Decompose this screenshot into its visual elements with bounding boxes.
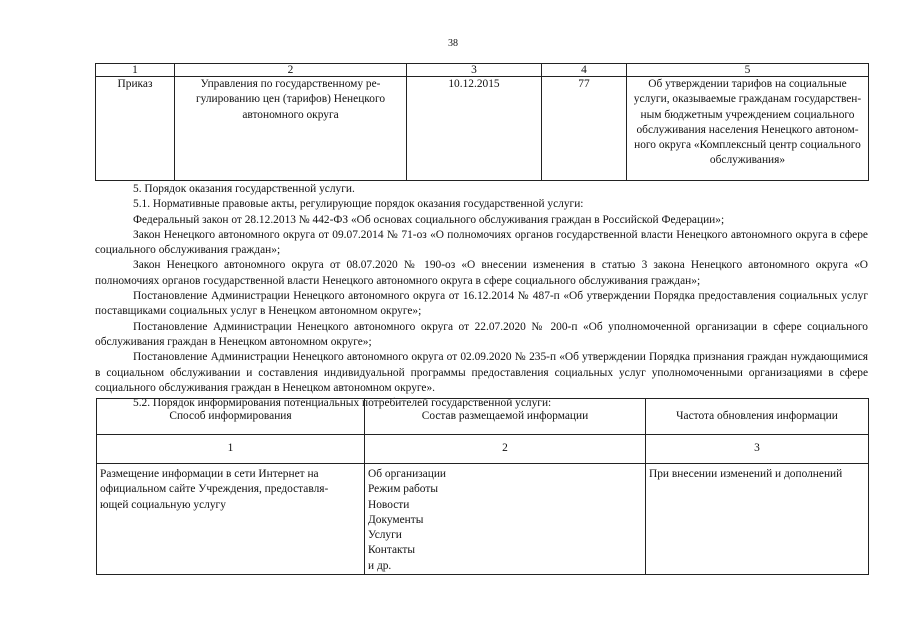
column-number: 4 — [542, 64, 627, 77]
content-item: Об организации — [368, 468, 447, 480]
content-item: Документы — [368, 513, 424, 526]
act-number-cell: 77 — [542, 77, 627, 181]
title-line: услуги, оказываемые гражданам государствен- — [633, 93, 862, 106]
act-type-cell: Приказ — [96, 77, 175, 181]
content-item: Контакты — [368, 544, 416, 557]
legal-acts-table — [95, 63, 869, 181]
column-header: Состав размещаемой информации — [365, 399, 646, 435]
issuer-line: автономного округа — [242, 108, 339, 121]
paragraph: Федеральный закон от 28.12.2013 № 442-ФЗ «Об основах социального обслуживания граждан в Российской Федерации»; — [133, 213, 725, 226]
title-line: обслуживания населения Ненецкого автоном- — [636, 123, 859, 136]
column-header: Способ информирования — [97, 399, 365, 435]
informing-table — [96, 398, 869, 575]
title-line: обслуживания» — [709, 154, 786, 167]
paragraph: Закон Ненецкого автономного округа от 08.07.2020 № 190-оз «О внесении изменения в статью 3 закона Ненецкого автономного округа «О полномочиях органов государственной власти Ненецкого автономного округа в сфере социального обслуживания граждан»; — [95, 259, 868, 287]
subsection-heading: 5.2. Порядок информирования потенциальных потребителей государственной услуги: — [133, 397, 552, 410]
column-number: 1 — [97, 435, 365, 464]
method-line: официальном сайте Учреждения, предоставля- — [100, 483, 329, 496]
frequency-cell: При внесении изменений и дополнений — [646, 464, 869, 575]
page-number: 38 — [448, 38, 458, 49]
content-item: и др. — [368, 559, 392, 572]
paragraph: Постановление Администрации Ненецкого автономного округа от 16.12.2014 № 487-п «Об утверждении Порядка предоставления социальных услуг поставщиками социальных услуг в Ненецком автономном округе»; — [95, 290, 868, 318]
column-number: 1 — [96, 64, 175, 77]
column-header: Частота обновления информации — [646, 399, 869, 435]
subsection-heading: 5.1. Нормативные правовые акты, регулирующие порядок оказания государственной услуги: — [133, 198, 584, 211]
table-number-row — [97, 435, 869, 464]
content-item: Новости — [368, 498, 410, 511]
method-line: ющей социальную услугу — [100, 498, 226, 511]
paragraph: Закон Ненецкого автономного округа от 09.07.2014 № 71-оз «О полномочиях органов государственной власти Ненецкого автономного округа в сфере социального обслуживания граждан»; — [95, 228, 868, 257]
table-row — [97, 464, 869, 575]
column-number: 3 — [407, 64, 542, 77]
column-number: 5 — [627, 64, 869, 77]
act-title-cell — [627, 77, 869, 181]
column-number: 2 — [175, 64, 407, 77]
document-body — [95, 182, 868, 411]
act-date-cell: 10.12.2015 — [407, 77, 542, 181]
table-header-row — [97, 399, 869, 435]
act-issuer-cell — [175, 77, 407, 181]
table-header-row — [96, 64, 869, 77]
title-line: ным бюджетным учреждением социального — [640, 108, 855, 121]
method-cell — [97, 464, 365, 575]
paragraph: Постановление Администрации Ненецкого автономного округа от 02.09.2020 № 235-п «Об утверждении Порядка признания граждан нуждающимися в социальном обслуживании и составления индивидуальной программы предоставления социальных услуг уполномоченными организациями в сфере социального обслуживания граждан в Ненецком автономном округе». — [95, 351, 868, 394]
section-heading: 5. Порядок оказания государственной услуги. — [133, 183, 355, 195]
method-line: Размещение информации в сети Интернет на — [100, 468, 319, 480]
title-line: ного округа «Комплексный центр социального — [634, 139, 861, 152]
content-item: Услуги — [368, 529, 402, 542]
content-cell — [365, 464, 646, 575]
content-item: Режим работы — [368, 483, 438, 496]
issuer-line: Управления по государственному ре- — [200, 78, 381, 90]
issuer-line: гулированию цен (тарифов) Ненецкого — [195, 93, 386, 106]
title-line: Об утверждении тарифов на социальные — [648, 78, 847, 90]
column-number: 2 — [365, 435, 646, 464]
table-row — [96, 77, 869, 181]
paragraph: Постановление Администрации Ненецкого автономного округа от 22.07.2020 № 200-п «Об уполномоченной организации в сфере социального обслуживания граждан в Ненецком автономном округе»; — [95, 320, 868, 348]
column-number: 3 — [646, 435, 869, 464]
